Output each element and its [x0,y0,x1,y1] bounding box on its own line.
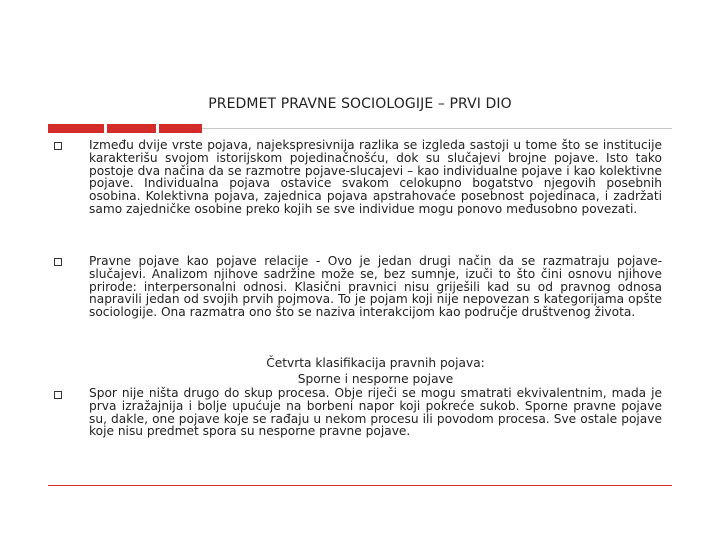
paragraph-3: Spor nije ništa drugo do skup procesa. Obje riječi se mogu smatrati ekvivalentnim, mada je prva izražajnija i bolje upućuje na borbeni napor koji pokreće sukob. Sporne pravne pojave su, dakle, one pojave koje se rađaju u nekom procesu ili povodom procesa. Sve ostale pojave koje nisu predmet spora su nesporne pravne pojave. [89,386,662,439]
section-heading [89,355,662,387]
paragraph-2: Pravne pojave kao pojave relacije - Ovo je jedan drugi način da se razmatraju pojave-slučajevi. Analizom njihove sadržine može se, bez sumnje, izuči to što čini osnovu njihove prirode: interpersonalni odnosi. Klasični pravnici nisu griješili kad su od pravnog odnosa napravili jedan od svojih prvih pojmova. To je pojam koji nije nepovezan s kategorijama opšte sociologije. Ona razmatra ono što se naziva interakcijom kao područje društvenog života. [89,254,662,320]
square-bullet-icon [54,391,62,399]
section-heading-line-2: Sporne i nesporne pojave [297,372,454,386]
accent-bar [48,124,202,133]
divider-line [202,128,672,129]
paragraph-1: Između dvije vrste pojava, najekspresivnija razlika se izgleda sastoji u tome što se institucije karakterišu svojom istorijskom pojedinačnošću, dok su slučajevi brojne pojave. Isto tako postoje dva načina da se razmotre pojave-slucajevi – kao individualne pojave i kao kolektivne pojave. Individualna pojava ostavice svakom celokupno bogatstvo njegovih posebnih osobina. Kolektivna pojava, zajednica pojava apstrahovaće posebnost pojedinaca, i zadržati samo zajedničke osobine preko kojih se sve individue mogu ponovo međusobno povezati. [89,138,662,216]
slide-title: PREDMET PRAVNE SOCIOLOGIJE – PRVI DIO [208,96,512,112]
square-bullet-icon [54,258,62,266]
square-bullet-icon [54,142,62,150]
accent-bar-gap [104,124,107,133]
title-divider [48,124,672,133]
accent-bar-gap [156,124,159,133]
section-heading-line-1: Četvrta klasifikacija pravnih pojava: [266,356,485,370]
bottom-divider [48,485,672,486]
